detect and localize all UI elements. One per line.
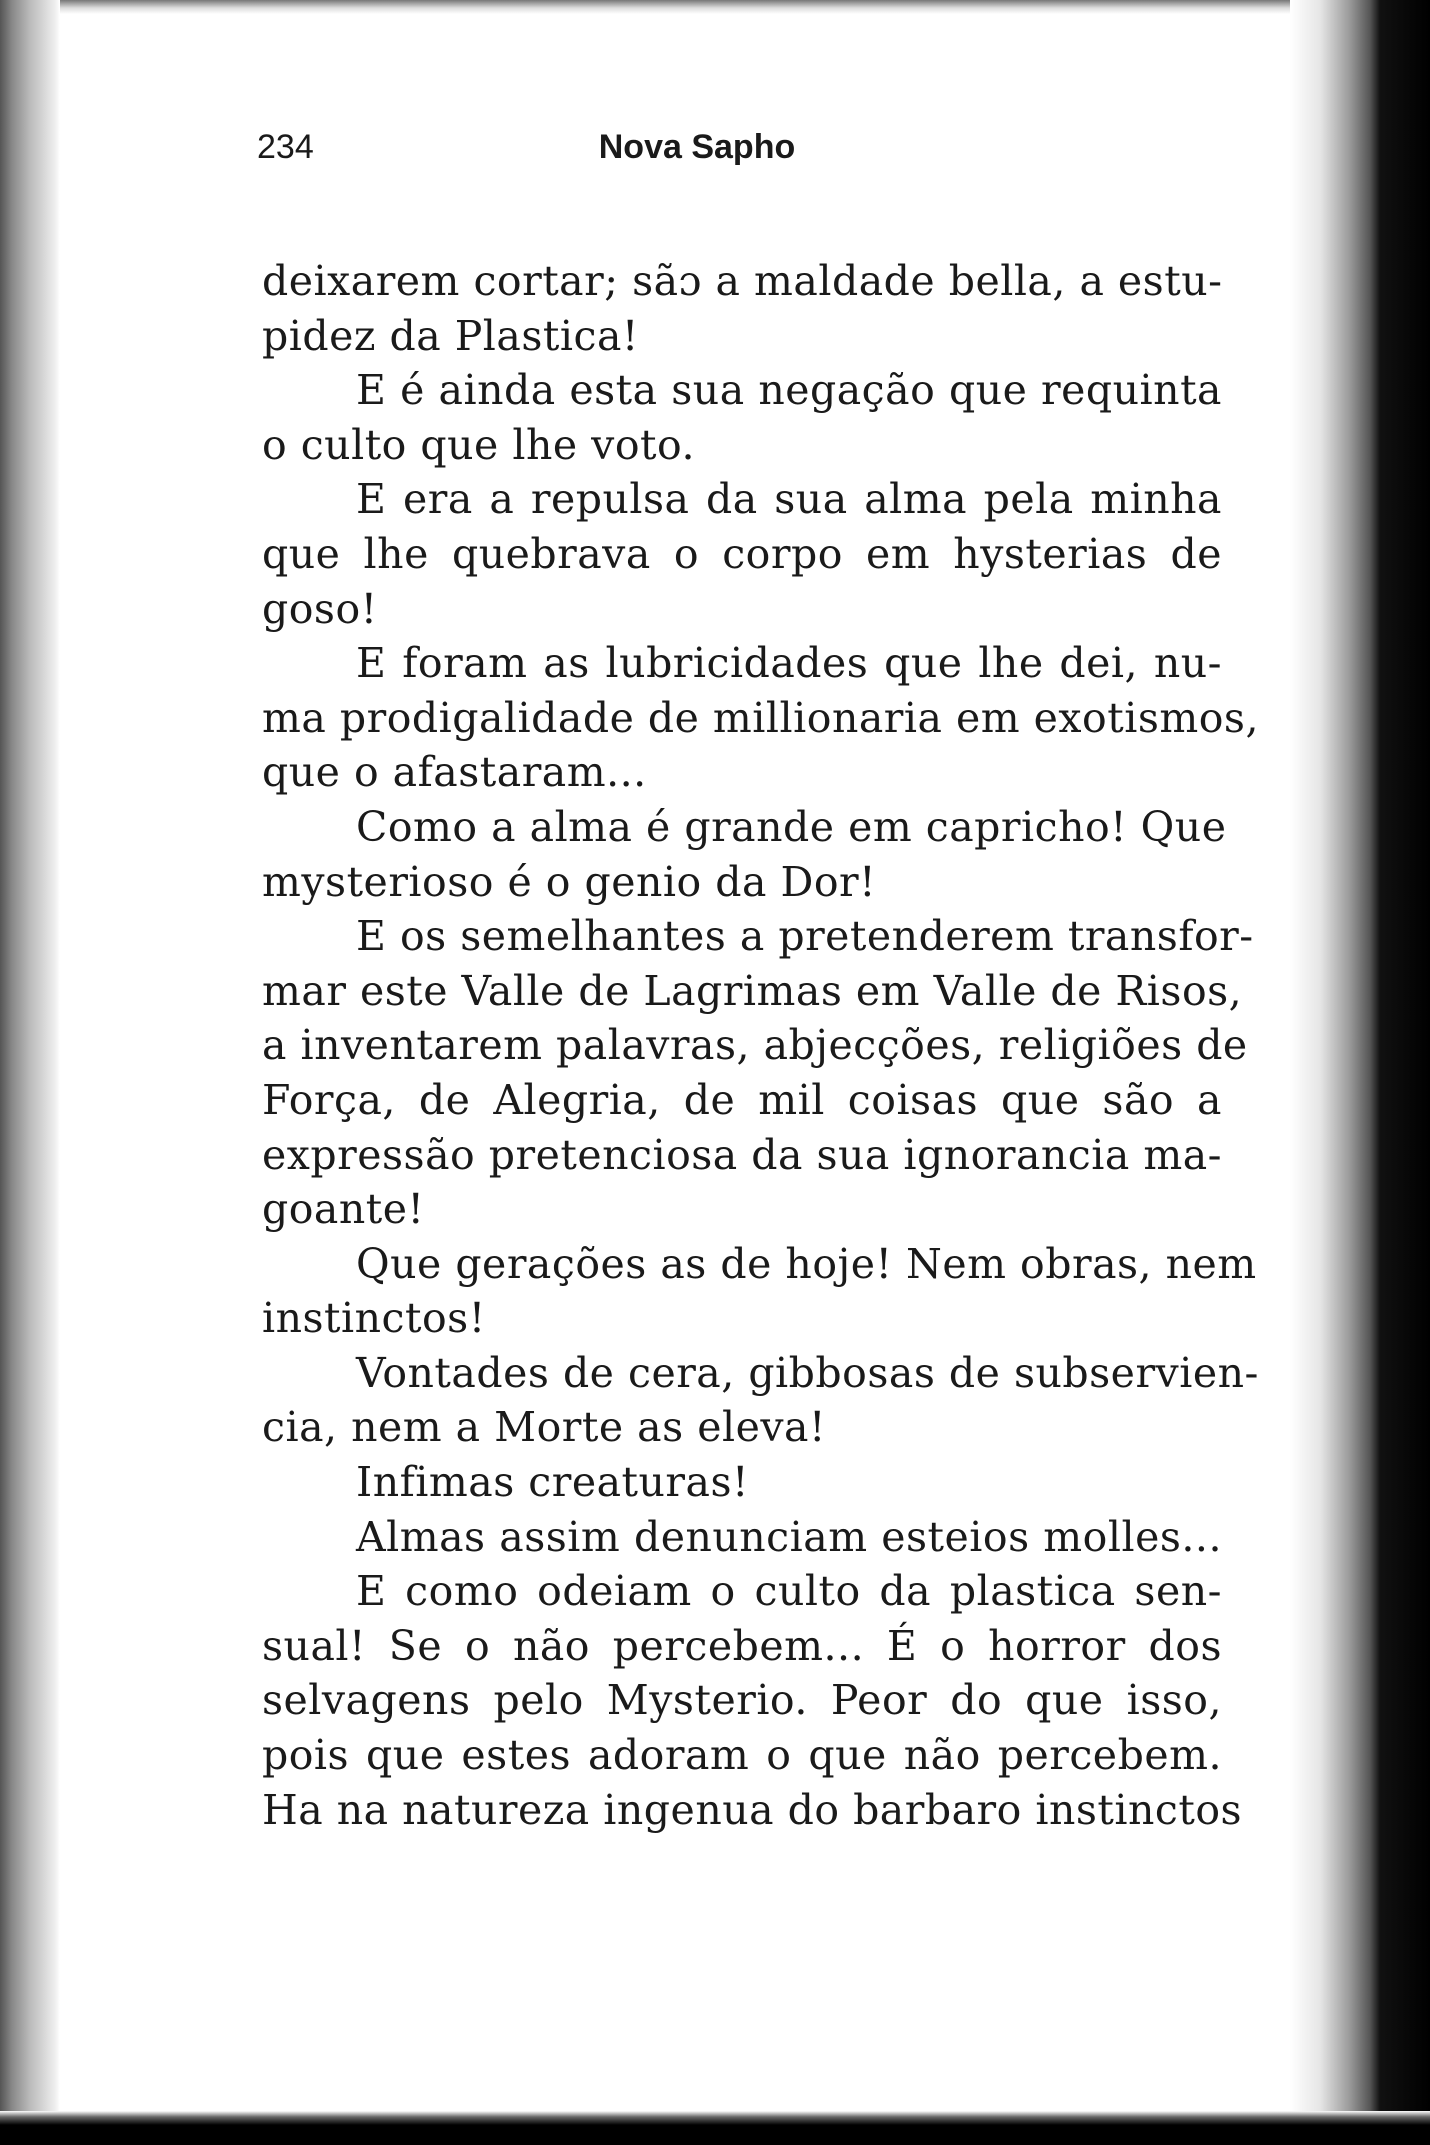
text-line: E como odeiam o culto da plastica sen- xyxy=(356,1567,1222,1616)
text-line: pidez da Plastica! xyxy=(262,311,639,360)
running-title: Nova Sapho xyxy=(598,128,796,166)
text-line: mysterioso é o genio da Dor! xyxy=(262,857,877,906)
text-line: Força, de Alegria, de mil coisas que são a xyxy=(262,1075,1222,1124)
page-right-edge-shadow xyxy=(1290,0,1430,2145)
text-line: selvagens pelo Mysterio. Peor do que isso, xyxy=(262,1676,1222,1725)
text-line: Como a alma é grande em capricho! Que xyxy=(356,802,1227,851)
text-line: a inventarem palavras, abjecções, religiões de xyxy=(262,1021,1248,1070)
text-line: mar este Valle de Lagrimas em Valle de Risos, xyxy=(262,966,1243,1015)
text-line: Infimas creaturas! xyxy=(356,1458,749,1507)
text-line: E foram as lubricidades que lhe dei, nu- xyxy=(356,639,1222,688)
text-line: o culto que lhe voto. xyxy=(262,420,695,469)
text-line: expressão pretenciosa da sua ignorancia ma- xyxy=(262,1130,1223,1179)
text-line: ma prodigalidade de millionaria em exotismos, xyxy=(262,693,1259,742)
text-line: Que gerações as de hoje! Nem obras, nem xyxy=(356,1239,1257,1288)
text-line: Vontades de cera, gibbosas de subservien- xyxy=(356,1348,1259,1397)
page-binding-shadow xyxy=(0,0,60,2145)
body-text xyxy=(262,254,1259,1837)
text-line: E é ainda esta sua negação que requinta xyxy=(356,366,1222,415)
page-number: 234 xyxy=(257,128,314,166)
text-line: cia, nem a Morte as eleva! xyxy=(262,1403,826,1452)
text-line: goso! xyxy=(262,584,378,633)
page-bottom-edge xyxy=(0,2111,1430,2145)
text-line: E era a repulsa da sua alma pela minha xyxy=(356,475,1222,524)
text-line: sual! Se o não percebem... É o horror dos xyxy=(262,1621,1222,1670)
text-line: E os semelhantes a pretenderem transfor- xyxy=(356,912,1254,961)
text-line: Almas assim denunciam esteios molles... xyxy=(356,1512,1222,1561)
text-line: deixarem cortar; sãɔ a maldade bella, a estu- xyxy=(262,257,1223,305)
text-line: pois que estes adoram o que não percebem. xyxy=(262,1731,1222,1780)
text-line: que o afastaram... xyxy=(262,748,647,797)
text-line: instinctos! xyxy=(262,1294,486,1343)
text-line: Ha na natureza ingenua do barbaro instinctos xyxy=(262,1785,1243,1834)
running-header xyxy=(257,128,1222,172)
page-top-edge xyxy=(0,0,1430,14)
text-line: que lhe quebrava o corpo em hysterias de xyxy=(262,529,1222,578)
text-line: goante! xyxy=(262,1185,425,1234)
